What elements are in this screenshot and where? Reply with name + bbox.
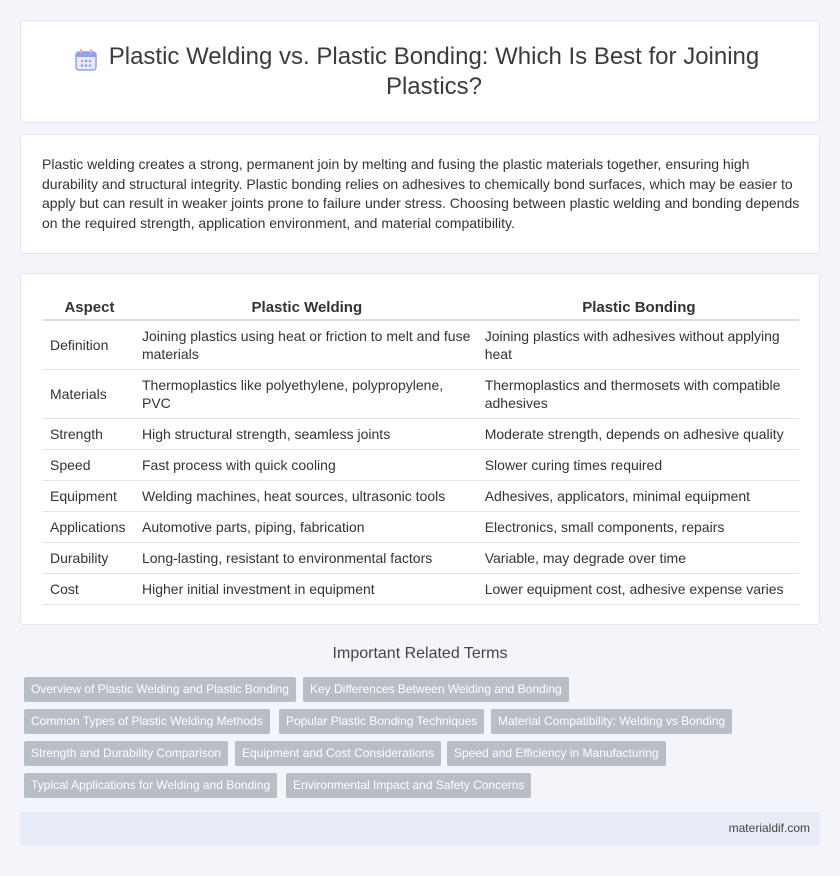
- comparison-card: [20, 273, 820, 625]
- title-card: [20, 20, 820, 123]
- intro-paragraph: Plastic welding creates a strong, permanent join by melting and fusing the plastic materials together, ensuring high durability and structural integrity. Plastic bonding relies on adhesives to chemically bond surfaces, which may be easier to apply but can result in weaker joints prone to failure under stress. Choosing between plastic welding and bonding depends on the required strength, application environment, and material compatibility.: [42, 156, 800, 231]
- table-row: [44, 320, 800, 369]
- related-term-tag[interactable]: Equipment and Cost Considerations: [235, 741, 441, 766]
- row-bonding-value: Electronics, small components, repairs: [478, 511, 799, 542]
- intro-card: [20, 134, 820, 254]
- related-term-tag[interactable]: Material Compatibility: Welding vs Bonding: [491, 709, 732, 734]
- row-bonding-value: Slower curing times required: [478, 449, 799, 480]
- row-aspect: Speed: [44, 449, 136, 480]
- row-aspect: Definition: [44, 320, 136, 369]
- row-aspect: Durability: [44, 542, 136, 573]
- row-bonding-value: Variable, may degrade over time: [478, 542, 799, 573]
- table-row: [44, 511, 800, 542]
- related-term-tag[interactable]: Strength and Durability Comparison: [24, 741, 228, 766]
- related-term-tag[interactable]: Common Types of Plastic Welding Methods: [24, 709, 270, 734]
- row-aspect: Strength: [44, 418, 136, 449]
- related-term-tag[interactable]: Popular Plastic Bonding Techniques: [279, 709, 484, 734]
- row-welding-value: Welding machines, heat sources, ultrasonic tools: [135, 480, 478, 511]
- table-row: [44, 449, 800, 480]
- comparison-table: [43, 296, 799, 605]
- header-plastic-bonding: Plastic Bonding: [478, 296, 799, 320]
- row-welding-value: Automotive parts, piping, fabrication: [135, 511, 478, 542]
- row-bonding-value: Adhesives, applicators, minimal equipment: [478, 480, 799, 511]
- row-bonding-value: Moderate strength, depends on adhesive quality: [478, 418, 799, 449]
- table-row: [44, 418, 800, 449]
- table-header-row: [44, 296, 800, 320]
- table-row: [44, 573, 800, 604]
- header-aspect: Aspect: [44, 296, 136, 320]
- row-aspect: Materials: [44, 369, 136, 418]
- related-terms-heading: Important Related Terms: [332, 645, 508, 662]
- row-aspect: Cost: [44, 573, 136, 604]
- related-term-tag[interactable]: Speed and Efficiency in Manufacturing: [447, 741, 666, 766]
- row-bonding-value: Thermoplastics and thermosets with compatible adhesives: [478, 369, 799, 418]
- related-term-tag[interactable]: Key Differences Between Welding and Bonding: [303, 677, 569, 702]
- footer: [20, 812, 820, 846]
- row-aspect: Equipment: [44, 480, 136, 511]
- row-welding-value: Thermoplastics like polyethylene, polypropylene, PVC: [135, 369, 478, 418]
- related-term-tag[interactable]: Overview of Plastic Welding and Plastic Bonding: [24, 677, 296, 702]
- row-welding-value: Long-lasting, resistant to environmental factors: [135, 542, 478, 573]
- table-row: [44, 480, 800, 511]
- row-welding-value: Fast process with quick cooling: [135, 449, 478, 480]
- row-welding-value: Joining plastics using heat or friction to melt and fuse materials: [135, 320, 478, 369]
- table-row: [44, 369, 800, 418]
- header-plastic-welding: Plastic Welding: [135, 296, 478, 320]
- page-title: Plastic Welding vs. Plastic Bonding: Which Is Best for Joining Plastics?: [108, 42, 760, 100]
- row-welding-value: High structural strength, seamless joints: [135, 418, 478, 449]
- related-term-tag[interactable]: Typical Applications for Welding and Bonding: [24, 773, 277, 798]
- row-aspect: Applications: [44, 511, 136, 542]
- related-term-tag[interactable]: Environmental Impact and Safety Concerns: [286, 773, 531, 798]
- row-bonding-value: Lower equipment cost, adhesive expense varies: [478, 573, 799, 604]
- row-bonding-value: Joining plastics with adhesives without applying heat: [478, 320, 799, 369]
- footer-site-link[interactable]: materialdif.com: [728, 821, 810, 835]
- table-row: [44, 542, 800, 573]
- row-welding-value: Higher initial investment in equipment: [135, 573, 478, 604]
